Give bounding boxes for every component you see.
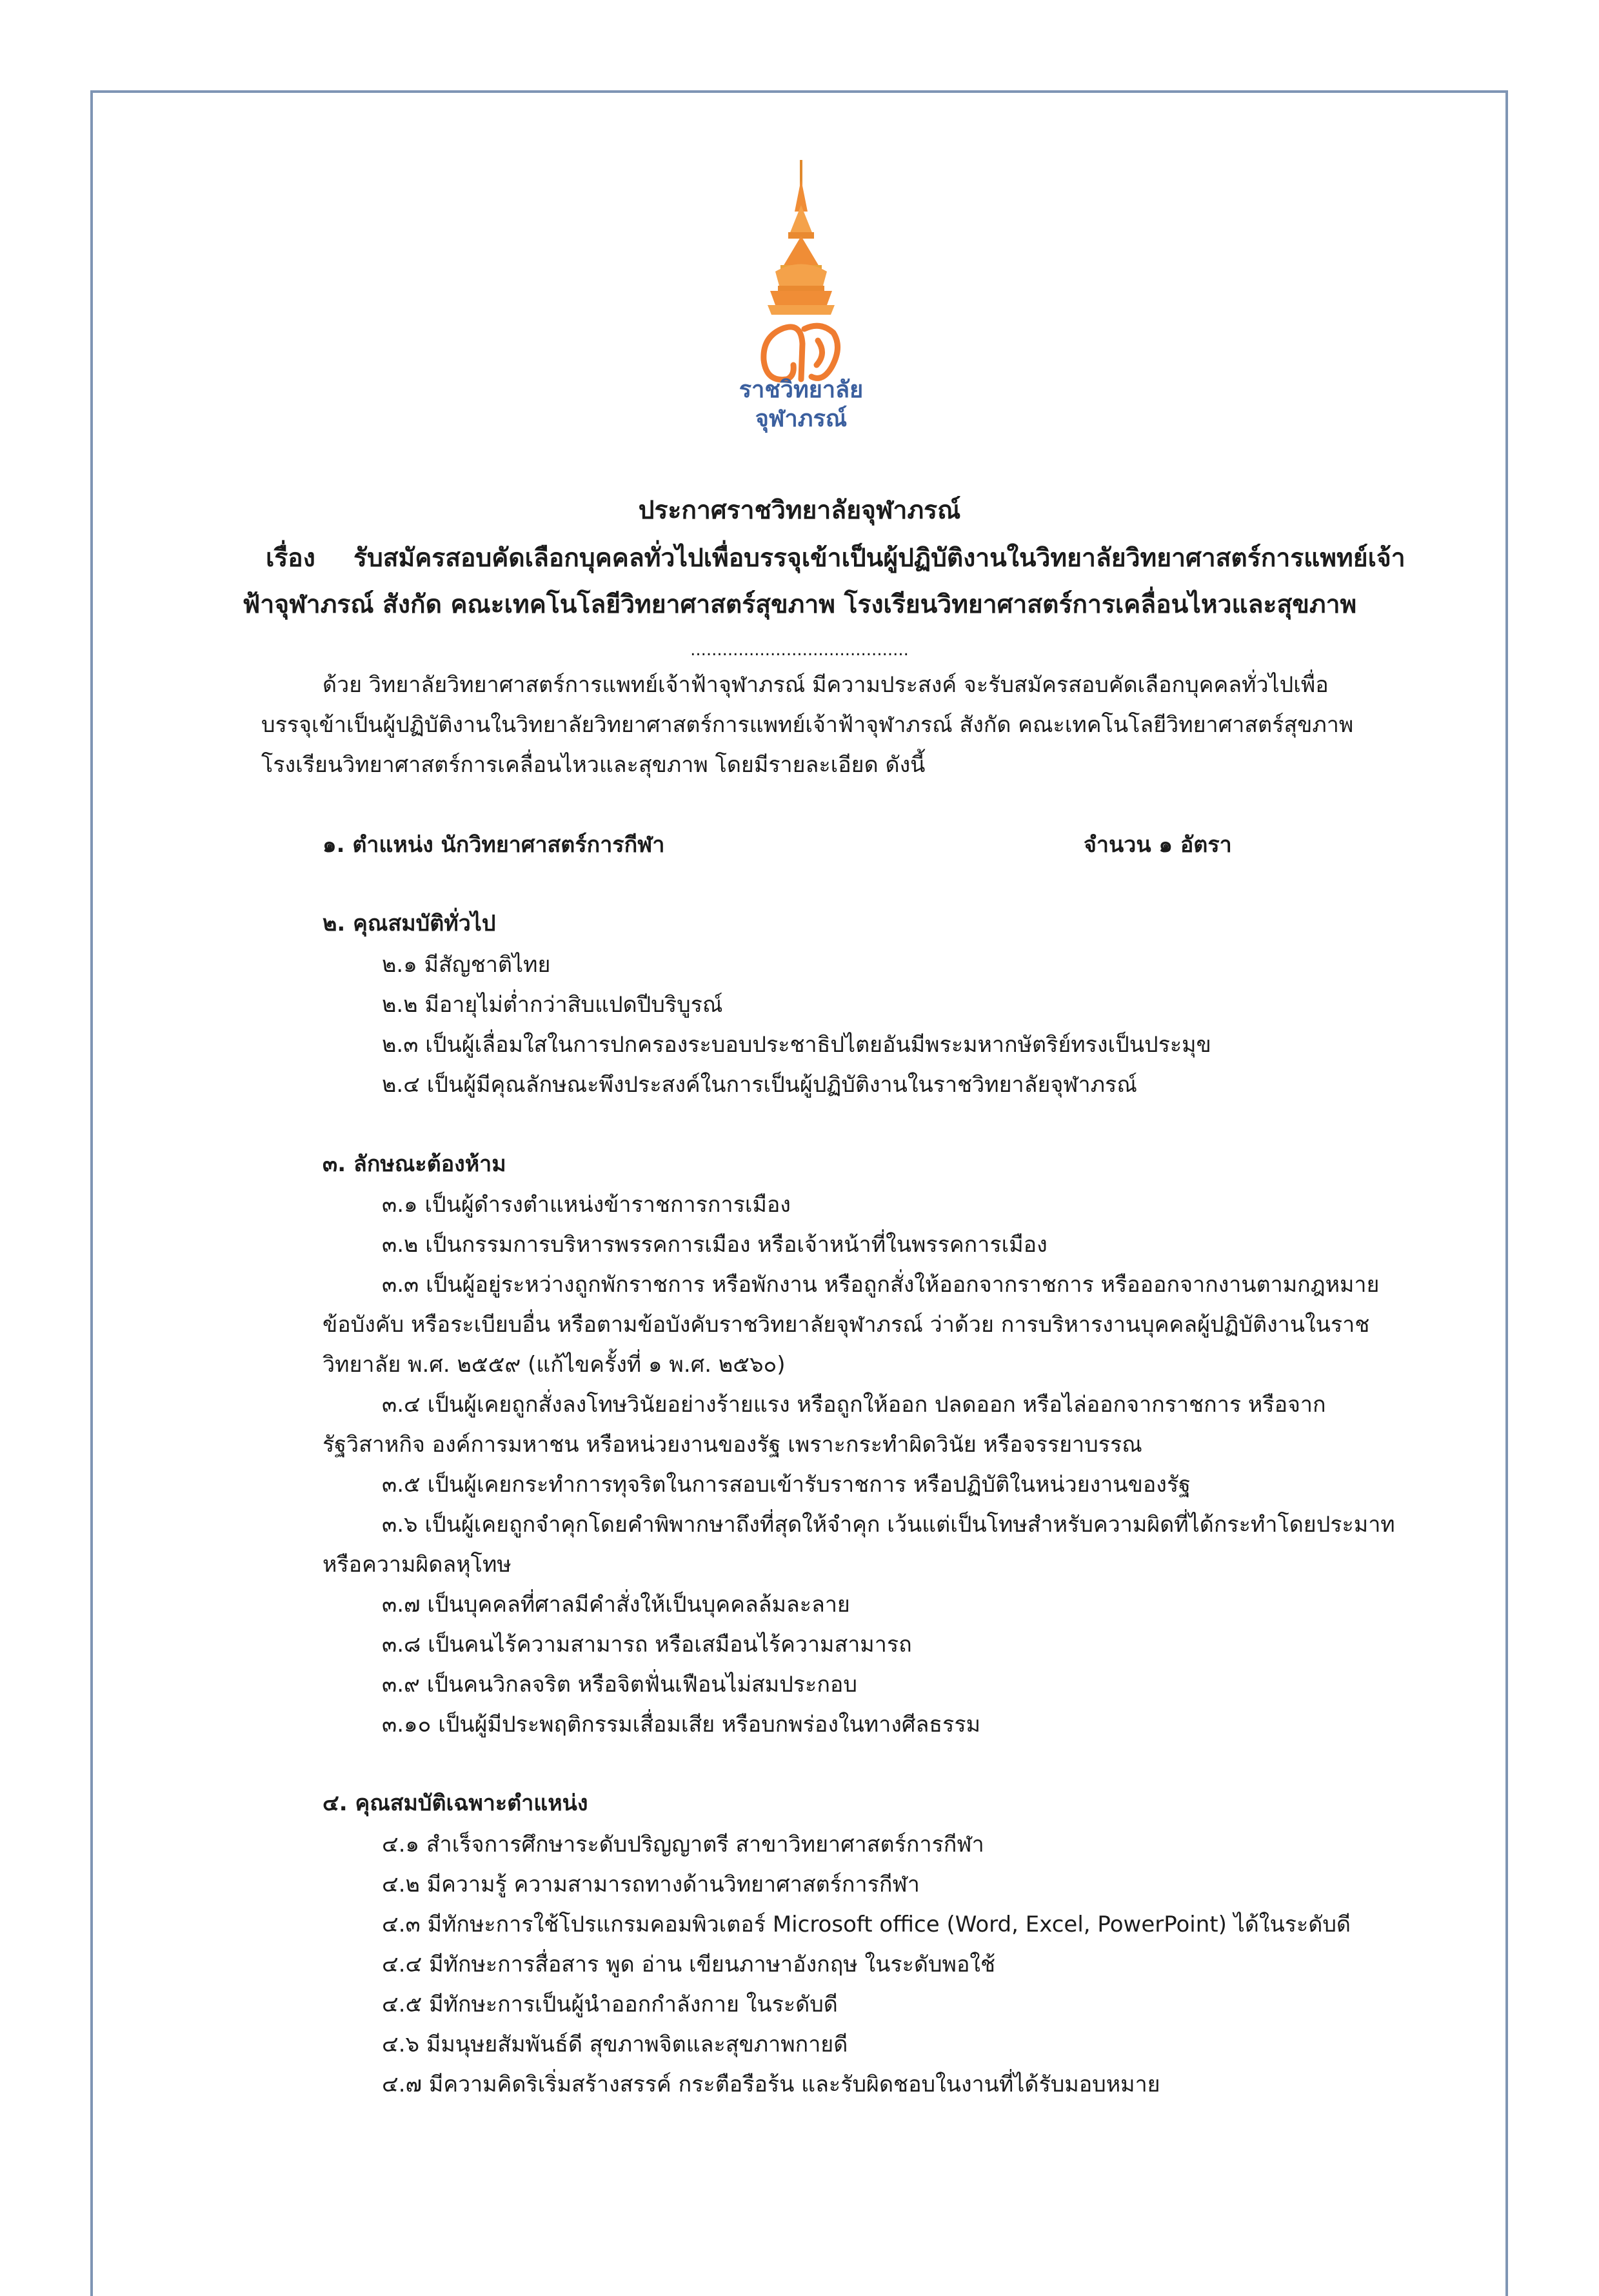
subject-label: เรื่อง xyxy=(266,544,315,573)
crown-spire xyxy=(768,160,835,315)
section4-item: ๔.๖ มีมนุษยสัมพันธ์ดี สุขภาพจิตและสุขภาพกายดี xyxy=(382,2032,848,2057)
section2-item: ๒.๓ เป็นผู้เลื่อมใสในการปกครองระบอบประชาธิปไตยอันมีพระมหากษัตริย์ทรงเป็นประมุข xyxy=(382,1032,1211,1058)
section2-item: ๒.๔ เป็นผู้มีคุณลักษณะพึงประสงค์ในการเป็นผู้ปฏิบัติงานในราชวิทยาลัยจุฬาภรณ์ xyxy=(382,1072,1137,1098)
section3-item-2: ๓.๒ เป็นกรรมการบริหารพรรคการเมือง หรือเจ้าหน้าที่ในพรรคการเมือง xyxy=(382,1232,1048,1258)
section2-item: ๒.๑ มีสัญชาติไทย xyxy=(382,952,551,978)
section4-item: ๔.๑ สำเร็จการศึกษาระดับปริญญาตรี สาขาวิทยาศาสตร์การกีฬา xyxy=(382,1832,984,1857)
divider-dots: ......................................... xyxy=(690,640,909,660)
subject-line-1: รับสมัครสอบคัดเลือกบุคคลทั่วไปเพื่อบรรจุเข้าเป็นผู้ปฏิบัติงานในวิทยาลัยวิทยาศาสตร์การแพทย์เจ้า xyxy=(353,544,1405,573)
logo-text-line1: ราชวิทยาลัย xyxy=(739,377,864,403)
section3-item-4-line-1: ๓.๔ เป็นผู้เคยถูกสั่งลงโทษวินัยอย่างร้ายแรง หรือถูกให้ออก ปลดออก หรือไล่ออกจากราชการ หรือจาก xyxy=(382,1392,1326,1418)
section3-item-6-line-1: ๓.๖ เป็นผู้เคยถูกจำคุกโดยคำพิพากษาถึงที่สุดให้จำคุก เว้นแต่เป็นโทษสำหรับความผิดที่ได้กระทำโดยประมาท xyxy=(382,1512,1395,1538)
section4-item: ๔.๗ มีความคิดริเริ่มสร้างสรรค์ กระตือรือร้น และรับผิดชอบในงานที่ได้รับมอบหมาย xyxy=(382,2072,1160,2097)
section3-item-6-line-2: หรือความผิดลหุโทษ xyxy=(323,1552,511,1578)
section3-item-3-line-3: วิทยาลัย พ.ศ. ๒๕๕๙ (แก้ไขครั้งที่ ๑ พ.ศ. ๒๕๖๐) xyxy=(323,1352,786,1378)
announcement-title: ประกาศราชวิทยาลัยจุฬาภรณ์ xyxy=(638,496,961,525)
section2-item: ๒.๒ มีอายุไม่ต่ำกว่าสิบแปดปีบริบูรณ์ xyxy=(382,992,723,1018)
section3-item-10: ๓.๑๐ เป็นผู้มีประพฤติกรรมเสื่อมเสีย หรือบกพร่องในทางศีลธรรม xyxy=(382,1712,980,1737)
section2-heading: ๒. คุณสมบัติทั่วไป xyxy=(323,911,496,936)
section1-quota: จำนวน ๑ อัตรา xyxy=(1084,832,1232,858)
section3-heading: ๓. ลักษณะต้องห้าม xyxy=(323,1151,506,1177)
section4-item: ๔.๔ มีทักษะการสื่อสาร พูด อ่าน เขียนภาษาอังกฤษ ในระดับพอใช้ xyxy=(382,1952,996,1977)
section4-item: ๔.๕ มีทักษะการเป็นผู้นำออกกำลังกาย ในระดับดี xyxy=(382,1992,838,2017)
section3-item-4-line-2: รัฐวิสาหกิจ องค์การมหาชน หรือหน่วยงานของรัฐ เพราะกระทำผิดวินัย หรือจรรยาบรรณ xyxy=(323,1432,1142,1458)
intro-line-2: บรรจุเข้าเป็นผู้ปฏิบัติงานในวิทยาลัยวิทยาศาสตร์การแพทย์เจ้าฟ้าจุฬาภรณ์ สังกัด คณะเทคโนโลยีวิทยาศาสตร์สุขภาพ xyxy=(261,712,1354,738)
section3-item-5: ๓.๕ เป็นผู้เคยกระทำการทุจริตในการสอบเข้ารับราชการ หรือปฏิบัติในหน่วยงานของรัฐ xyxy=(382,1472,1191,1498)
section3-item-1: ๓.๑ เป็นผู้ดำรงตำแหน่งข้าราชการการเมือง xyxy=(382,1192,791,1218)
section4-heading: ๔. คุณสมบัติเฉพาะตำแหน่ง xyxy=(323,1790,588,1816)
section3-item-3-line-1: ๓.๓ เป็นผู้อยู่ระหว่างถูกพักราชการ หรือพักงาน หรือถูกสั่งให้ออกจากราชการ หรือออกจากงานตามกฎหมาย xyxy=(382,1272,1380,1298)
logo-text-line2: จุฬาภรณ์ xyxy=(755,406,848,432)
intro-line-3: โรงเรียนวิทยาศาสตร์การเคลื่อนไหวและสุขภาพ โดยมีรายละเอียด ดังนี้ xyxy=(261,752,926,778)
section3-item-9: ๓.๙ เป็นคนวิกลจริต หรือจิตฟั่นเฟือนไม่สมประกอบ xyxy=(382,1672,857,1697)
subject-line-2: ฟ้าจุฬาภรณ์ สังกัด คณะเทคโนโลยีวิทยาศาสตร์สุขภาพ โรงเรียนวิทยาศาสตร์การเคลื่อนไหวและสุขภาพ xyxy=(242,590,1357,619)
section4-item: ๔.๓ มีทักษะการใช้โปรแกรมคอมพิวเตอร์ Microsoft office (Word, Excel, PowerPoint) ได้ในระดับดี xyxy=(382,1912,1351,1937)
intro-line-1: ด้วย วิทยาลัยวิทยาศาสตร์การแพทย์เจ้าฟ้าจุฬาภรณ์ มีความประสงค์ จะรับสมัครสอบคัดเลือกบุคคลทั่วไปเพื่อ xyxy=(323,672,1329,698)
section3-item-3-line-2: ข้อบังคับ หรือระเบียบอื่น หรือตามข้อบังคับราชวิทยาลัยจุฬาภรณ์ ว่าด้วย การบริหารงานบุคคลผู้ปฏิบัติงานในราช xyxy=(323,1312,1370,1338)
section3-item-8: ๓.๘ เป็นคนไร้ความสามารถ หรือเสมือนไร้ความสามารถ xyxy=(382,1632,912,1658)
section3-item-7: ๓.๗ เป็นบุคคลที่ศาลมีคำสั่งให้เป็นบุคคลล้มละลาย xyxy=(382,1592,850,1618)
section4-item: ๔.๒ มีความรู้ ความสามารถทางด้านวิทยาศาสตร์การกีฬา xyxy=(382,1872,920,1897)
college-emblem-icon xyxy=(756,160,846,392)
section1-heading: ๑. ตำแหน่ง นักวิทยาศาสตร์การกีฬา xyxy=(323,832,665,858)
